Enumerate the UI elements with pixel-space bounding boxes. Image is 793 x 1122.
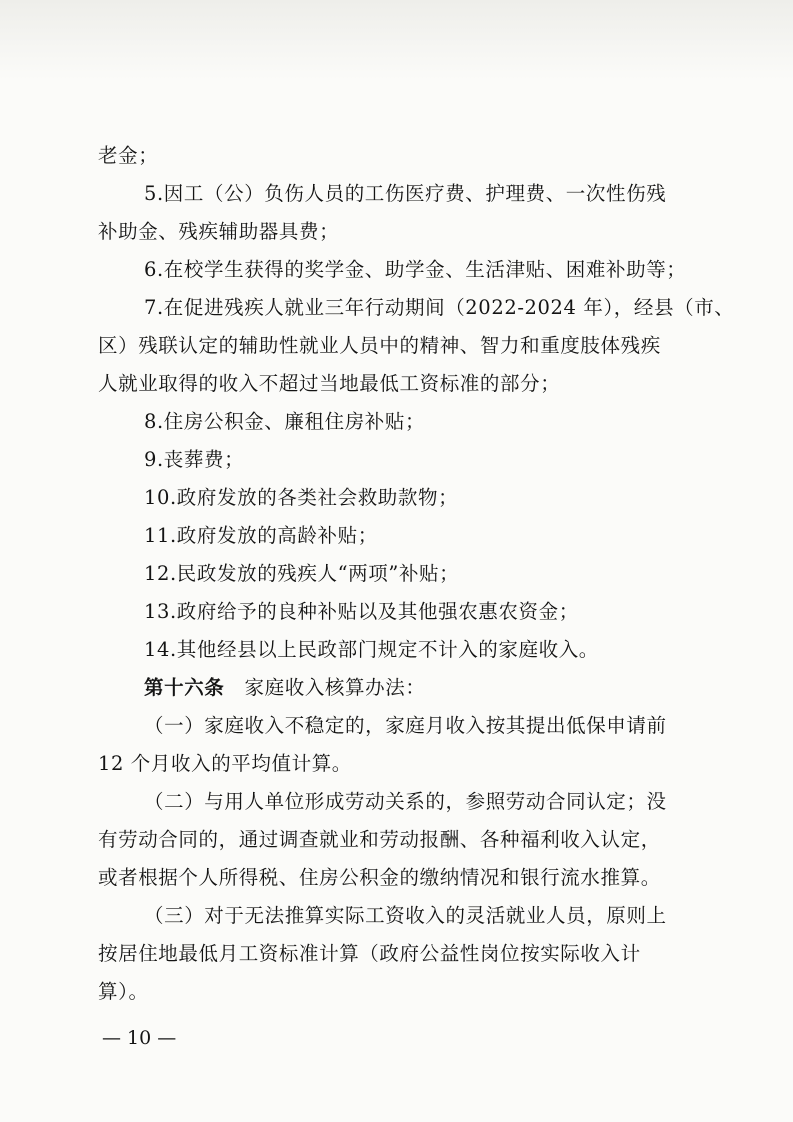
text-line: 14.其他经县以上民政部门规定不计入的家庭收入。 xyxy=(144,638,599,661)
text-line: 有劳动合同的，通过调查就业和劳动报酬、各种福利收入认定， xyxy=(98,828,661,851)
page-number: — 10 — xyxy=(102,1027,177,1049)
text-line: 9.丧葬费； xyxy=(144,448,245,471)
text-line: 老金； xyxy=(98,144,159,167)
text-line: 11.政府发放的高龄补贴； xyxy=(144,524,378,547)
text-line: 12.民政发放的残疾人“两项”补贴； xyxy=(144,562,460,585)
article-label: 第十六条 xyxy=(144,676,225,699)
scan-shadow xyxy=(0,0,793,80)
article-title: 家庭收入核算办法： xyxy=(244,676,426,699)
text-line: 人就业取得的收入不超过当地最低工资标准的部分； xyxy=(98,372,561,395)
text-line: 13.政府给予的良种补贴以及其他强农惠农资金； xyxy=(144,600,579,623)
text-line: 8.住房公积金、廉租住房补贴； xyxy=(144,410,426,433)
text-line: 5.因工（公）负伤人员的工伤医疗费、护理费、一次性伤残 xyxy=(144,182,667,205)
text-line: 按居住地最低月工资标准计算（政府公益性岗位按实际收入计 xyxy=(98,942,641,965)
text-line: 6.在校学生获得的奖学金、助学金、生活津贴、困难补助等； xyxy=(144,258,687,281)
text-line: （一）家庭收入不稳定的，家庭月收入按其提出低保申请前 xyxy=(144,714,667,737)
text-line: 7.在促进残疾人就业三年行动期间（2022-2024 年），经县（市、 xyxy=(144,296,735,319)
text-line: 补助金、残疾辅助器具费； xyxy=(98,220,340,243)
text-line: 10.政府发放的各类社会救助款物； xyxy=(144,486,459,509)
text-line: 算）。 xyxy=(98,980,149,1003)
text-line: （三）对于无法推算实际工资收入的灵活就业人员，原则上 xyxy=(144,904,667,927)
text-line: 或者根据个人所得税、住房公积金的缴纳情况和银行流水推算。 xyxy=(98,866,661,889)
article-heading xyxy=(144,674,700,702)
text-line: （二）与用人单位形成劳动关系的，参照劳动合同认定；没 xyxy=(144,790,667,813)
text-line: 12 个月收入的平均值计算。 xyxy=(98,752,352,775)
text-line: 区）残联认定的辅助性就业人员中的精神、智力和重度肢体残疾 xyxy=(98,334,661,357)
